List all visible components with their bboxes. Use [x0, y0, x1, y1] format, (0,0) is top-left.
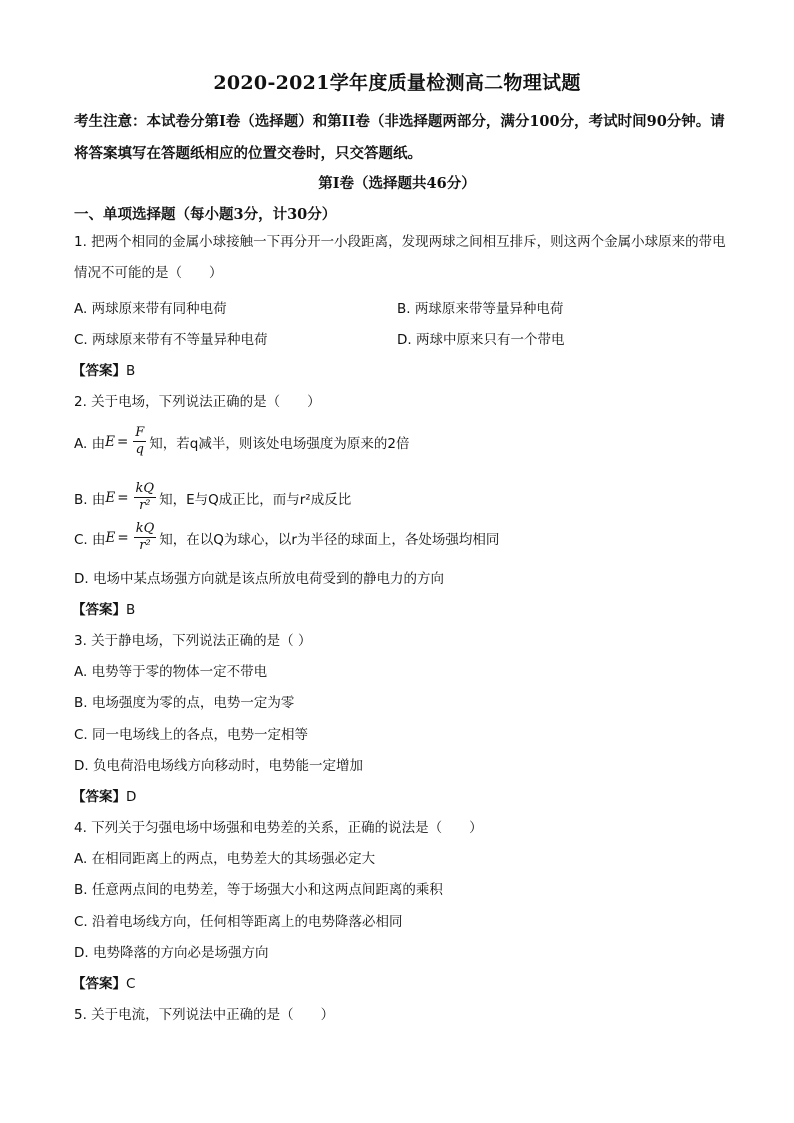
question-2-answer	[72, 598, 135, 618]
answer-value: B	[126, 363, 136, 379]
formula-e-symbol: E	[105, 433, 115, 450]
answer-label: 【答案】	[72, 789, 126, 805]
fraction-denominator: r²	[139, 498, 151, 513]
answer-label: 【答案】	[72, 363, 126, 379]
question-4-option-b: B. 任意两点间的电势差，等于场强大小和这两点间距离的乘积	[74, 882, 443, 898]
fraction-numerator: F	[135, 425, 145, 440]
answer-value: D	[126, 789, 137, 805]
question-3-answer	[72, 785, 136, 805]
answer-label: 【答案】	[72, 602, 126, 618]
fraction-denominator: r²	[139, 538, 151, 553]
answer-label: 【答案】	[72, 976, 126, 992]
question-2-option-c	[74, 521, 499, 554]
question-4-option-d: D. 电势降落的方向必是场强方向	[74, 945, 269, 961]
question-4-answer	[72, 972, 135, 992]
question-2-option-b	[74, 481, 351, 514]
question-3-stem: 3. 关于静电场，下列说法正确的是（ ）	[74, 633, 312, 649]
fraction-f-over-q	[133, 425, 146, 458]
question-1-answer	[72, 359, 135, 379]
fraction-kq-over-r2	[134, 521, 157, 554]
formula-equals: =	[117, 489, 129, 506]
fraction-numerator: kQ	[135, 521, 155, 536]
page-title: 2020-2021学年度质量检测高二物理试题	[213, 72, 581, 94]
fraction-numerator: kQ	[135, 481, 155, 496]
option-a-suffix: 知，若q减半，则该处电场强度为原来的2倍	[149, 435, 410, 452]
question-3-option-b: B. 电场强度为零的点，电势一定为零	[74, 695, 295, 711]
part-one-title: 第I卷（选择题共46分）	[318, 175, 476, 192]
option-c-prefix: C. 由	[74, 531, 106, 548]
question-2-option-a	[74, 425, 409, 458]
section-one-title: 一、单项选择题（每小题3分，计30分）	[74, 206, 337, 223]
formula-e-symbol: E	[105, 489, 116, 506]
option-a-prefix: A. 由	[74, 435, 106, 452]
exam-notice: 考生注意：本试卷分第I卷（选择题）和第II卷（非选择题两部分，满分100分，考试时间90分钟。请将答案填写在答题纸相应的位置交卷时，只交答题纸。	[74, 113, 725, 162]
question-1-option-a: A. 两球原来带有同种电荷	[74, 301, 227, 317]
answer-value: B	[126, 602, 136, 618]
question-5-stem: 5. 关于电流，下列说法中正确的是（ ）	[74, 1007, 335, 1023]
question-2-stem: 2. 关于电场，下列说法正确的是（ ）	[74, 394, 321, 410]
question-1-option-c: C. 两球原来带有不等量异种电荷	[74, 332, 268, 348]
question-3-option-c: C. 同一电场线上的各点，电势一定相等	[74, 727, 309, 743]
question-1-option-b: B. 两球原来带等量异种电荷	[397, 301, 564, 317]
formula-equals: =	[117, 529, 129, 546]
question-3-option-a: A. 电势等于零的物体一定不带电	[74, 664, 268, 680]
fraction-denominator: q	[135, 442, 144, 457]
fraction-kq-over-r2	[134, 481, 157, 514]
option-b-suffix: 知，E与Q成正比，而与r²成反比	[159, 491, 352, 508]
formula-equals: =	[116, 433, 129, 450]
question-3-option-d: D. 负电荷沿电场线方向移动时，电势能一定增加	[74, 758, 363, 774]
option-b-prefix: B. 由	[74, 491, 106, 508]
answer-value: C	[126, 976, 136, 992]
formula-e-symbol: E	[105, 529, 116, 546]
question-4-option-c: C. 沿着电场线方向，任何相等距离上的电势降落必相同	[74, 914, 403, 930]
question-4-option-a: A. 在相同距离上的两点，电势差大的其场强必定大	[74, 851, 376, 867]
question-1-option-d: D. 两球中原来只有一个带电	[397, 332, 565, 348]
option-c-suffix: 知，在以Q为球心，以r为半径的球面上，各处场强均相同	[159, 531, 500, 548]
question-1-stem: 1. 把两个相同的金属小球接触一下再分开一小段距离，发现两球之间相互排斥，则这两个金属小球原来的带电情况不可能的是（ ）	[74, 234, 726, 281]
question-4-stem: 4. 下列关于匀强电场中场强和电势差的关系，正确的说法是（ ）	[74, 820, 483, 836]
question-2-option-d: D. 电场中某点场强方向就是该点所放电荷受到的静电力的方向	[74, 571, 444, 587]
